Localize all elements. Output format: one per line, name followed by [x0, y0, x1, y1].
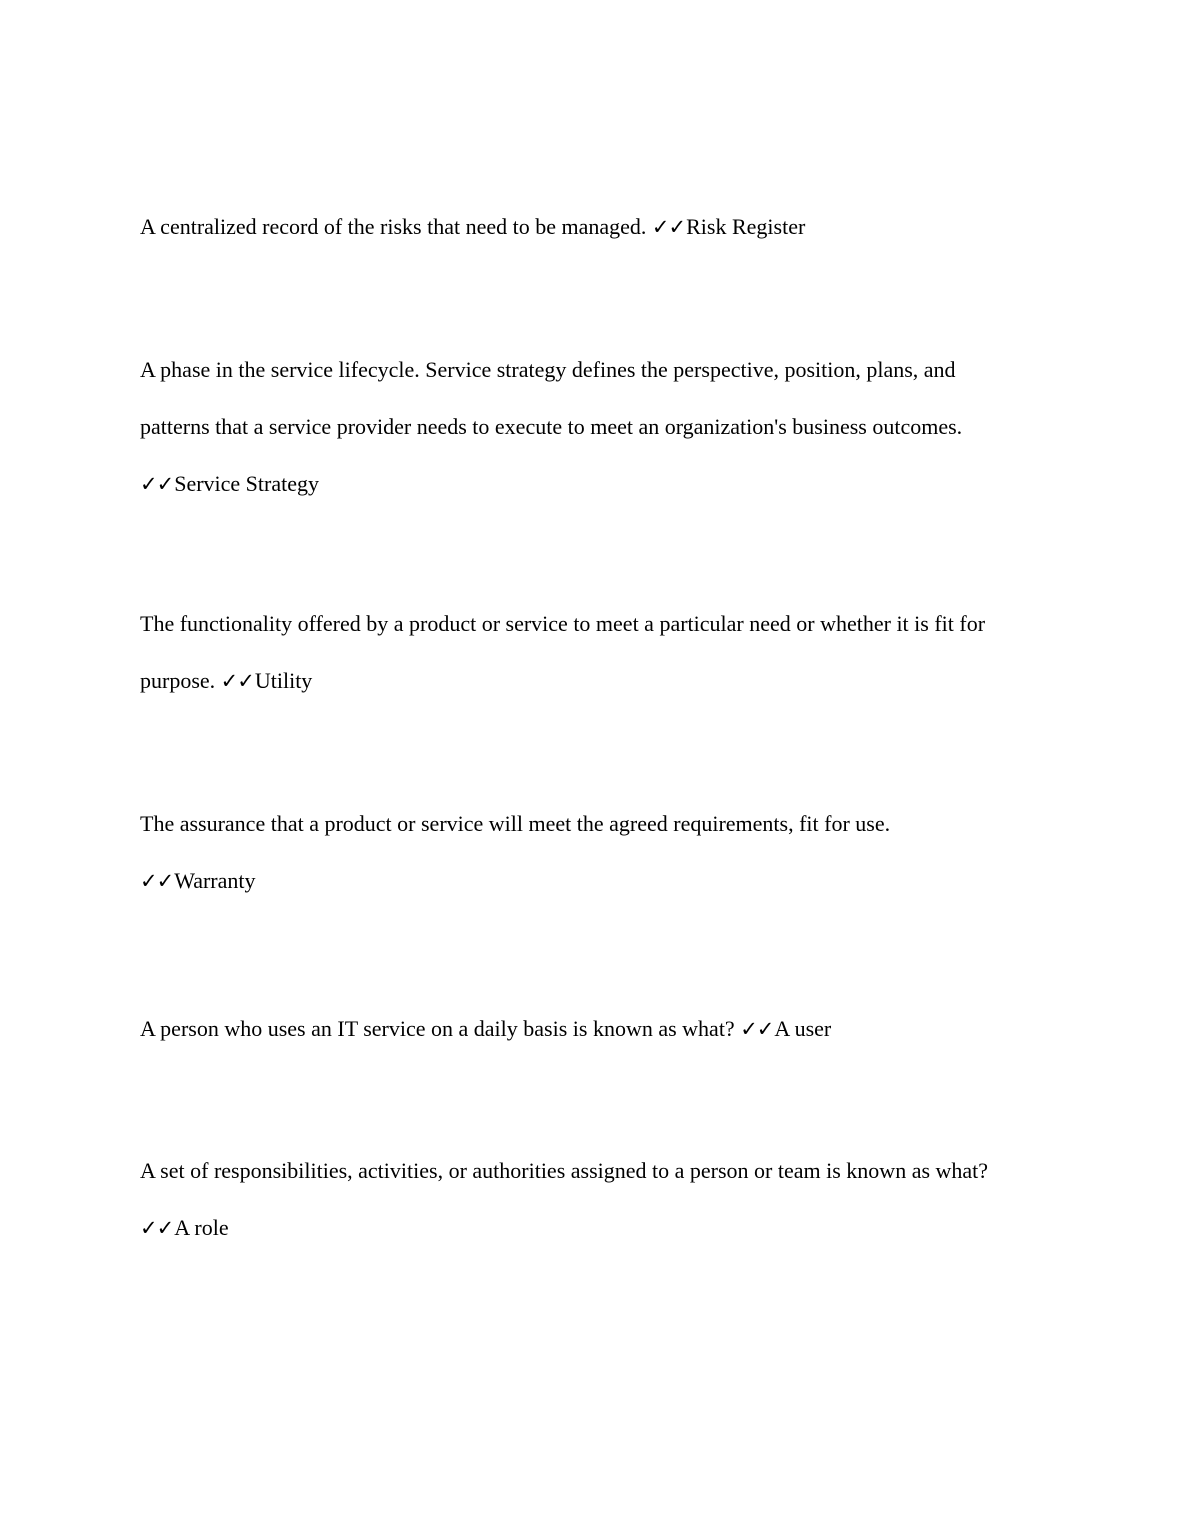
entry-line [140, 1000, 1060, 1058]
check-mark-icon: ✓✓ [651, 215, 686, 239]
entry-line [140, 455, 1060, 513]
entry-line [140, 398, 1060, 455]
entry-line [140, 198, 1060, 256]
check-mark-icon: ✓✓ [140, 1216, 174, 1240]
flashcard-entry [140, 595, 1060, 710]
check-mark-icon: ✓✓ [220, 669, 254, 693]
question-text: purpose. [140, 668, 221, 693]
answer-text: Risk Register [686, 214, 806, 239]
flashcard-entry [140, 795, 1060, 910]
question-text: The assurance that a product or service will meet the agreed requirements, fit for use. [140, 811, 891, 836]
flashcard-entry [140, 1142, 1060, 1257]
question-text: The functionality offered by a product or service to meet a particular need or whether it is fit for [140, 611, 986, 636]
answer-text: Utility [254, 668, 313, 693]
flashcard-entry [140, 198, 1060, 256]
question-text: A person who uses an IT service on a daily basis is known as what? [140, 1016, 741, 1041]
entry-line [140, 341, 1060, 398]
question-text: A centralized record of the risks that need to be managed. [140, 214, 652, 239]
entry-line [140, 795, 1060, 852]
question-text: A phase in the service lifecycle. Service strategy defines the perspective, position, plans, and [140, 357, 956, 382]
entry-line [140, 852, 1060, 910]
entry-line [140, 652, 1060, 710]
check-mark-icon: ✓✓ [740, 1017, 774, 1041]
entry-line [140, 595, 1060, 652]
check-mark-icon: ✓✓ [140, 472, 174, 496]
answer-text: A user [774, 1016, 832, 1041]
question-text: A set of responsibilities, activities, or authorities assigned to a person or team is known as what? [140, 1158, 989, 1183]
entry-line [140, 1142, 1060, 1199]
entry-line [140, 1199, 1060, 1257]
answer-text: Service Strategy [174, 471, 319, 496]
answer-text: A role [174, 1215, 229, 1240]
question-text: patterns that a service provider needs to execute to meet an organization's business outcomes. [140, 414, 963, 439]
check-mark-icon: ✓✓ [140, 869, 174, 893]
answer-text: Warranty [174, 868, 256, 893]
flashcard-entry [140, 1000, 1060, 1058]
flashcard-entry [140, 341, 1060, 513]
